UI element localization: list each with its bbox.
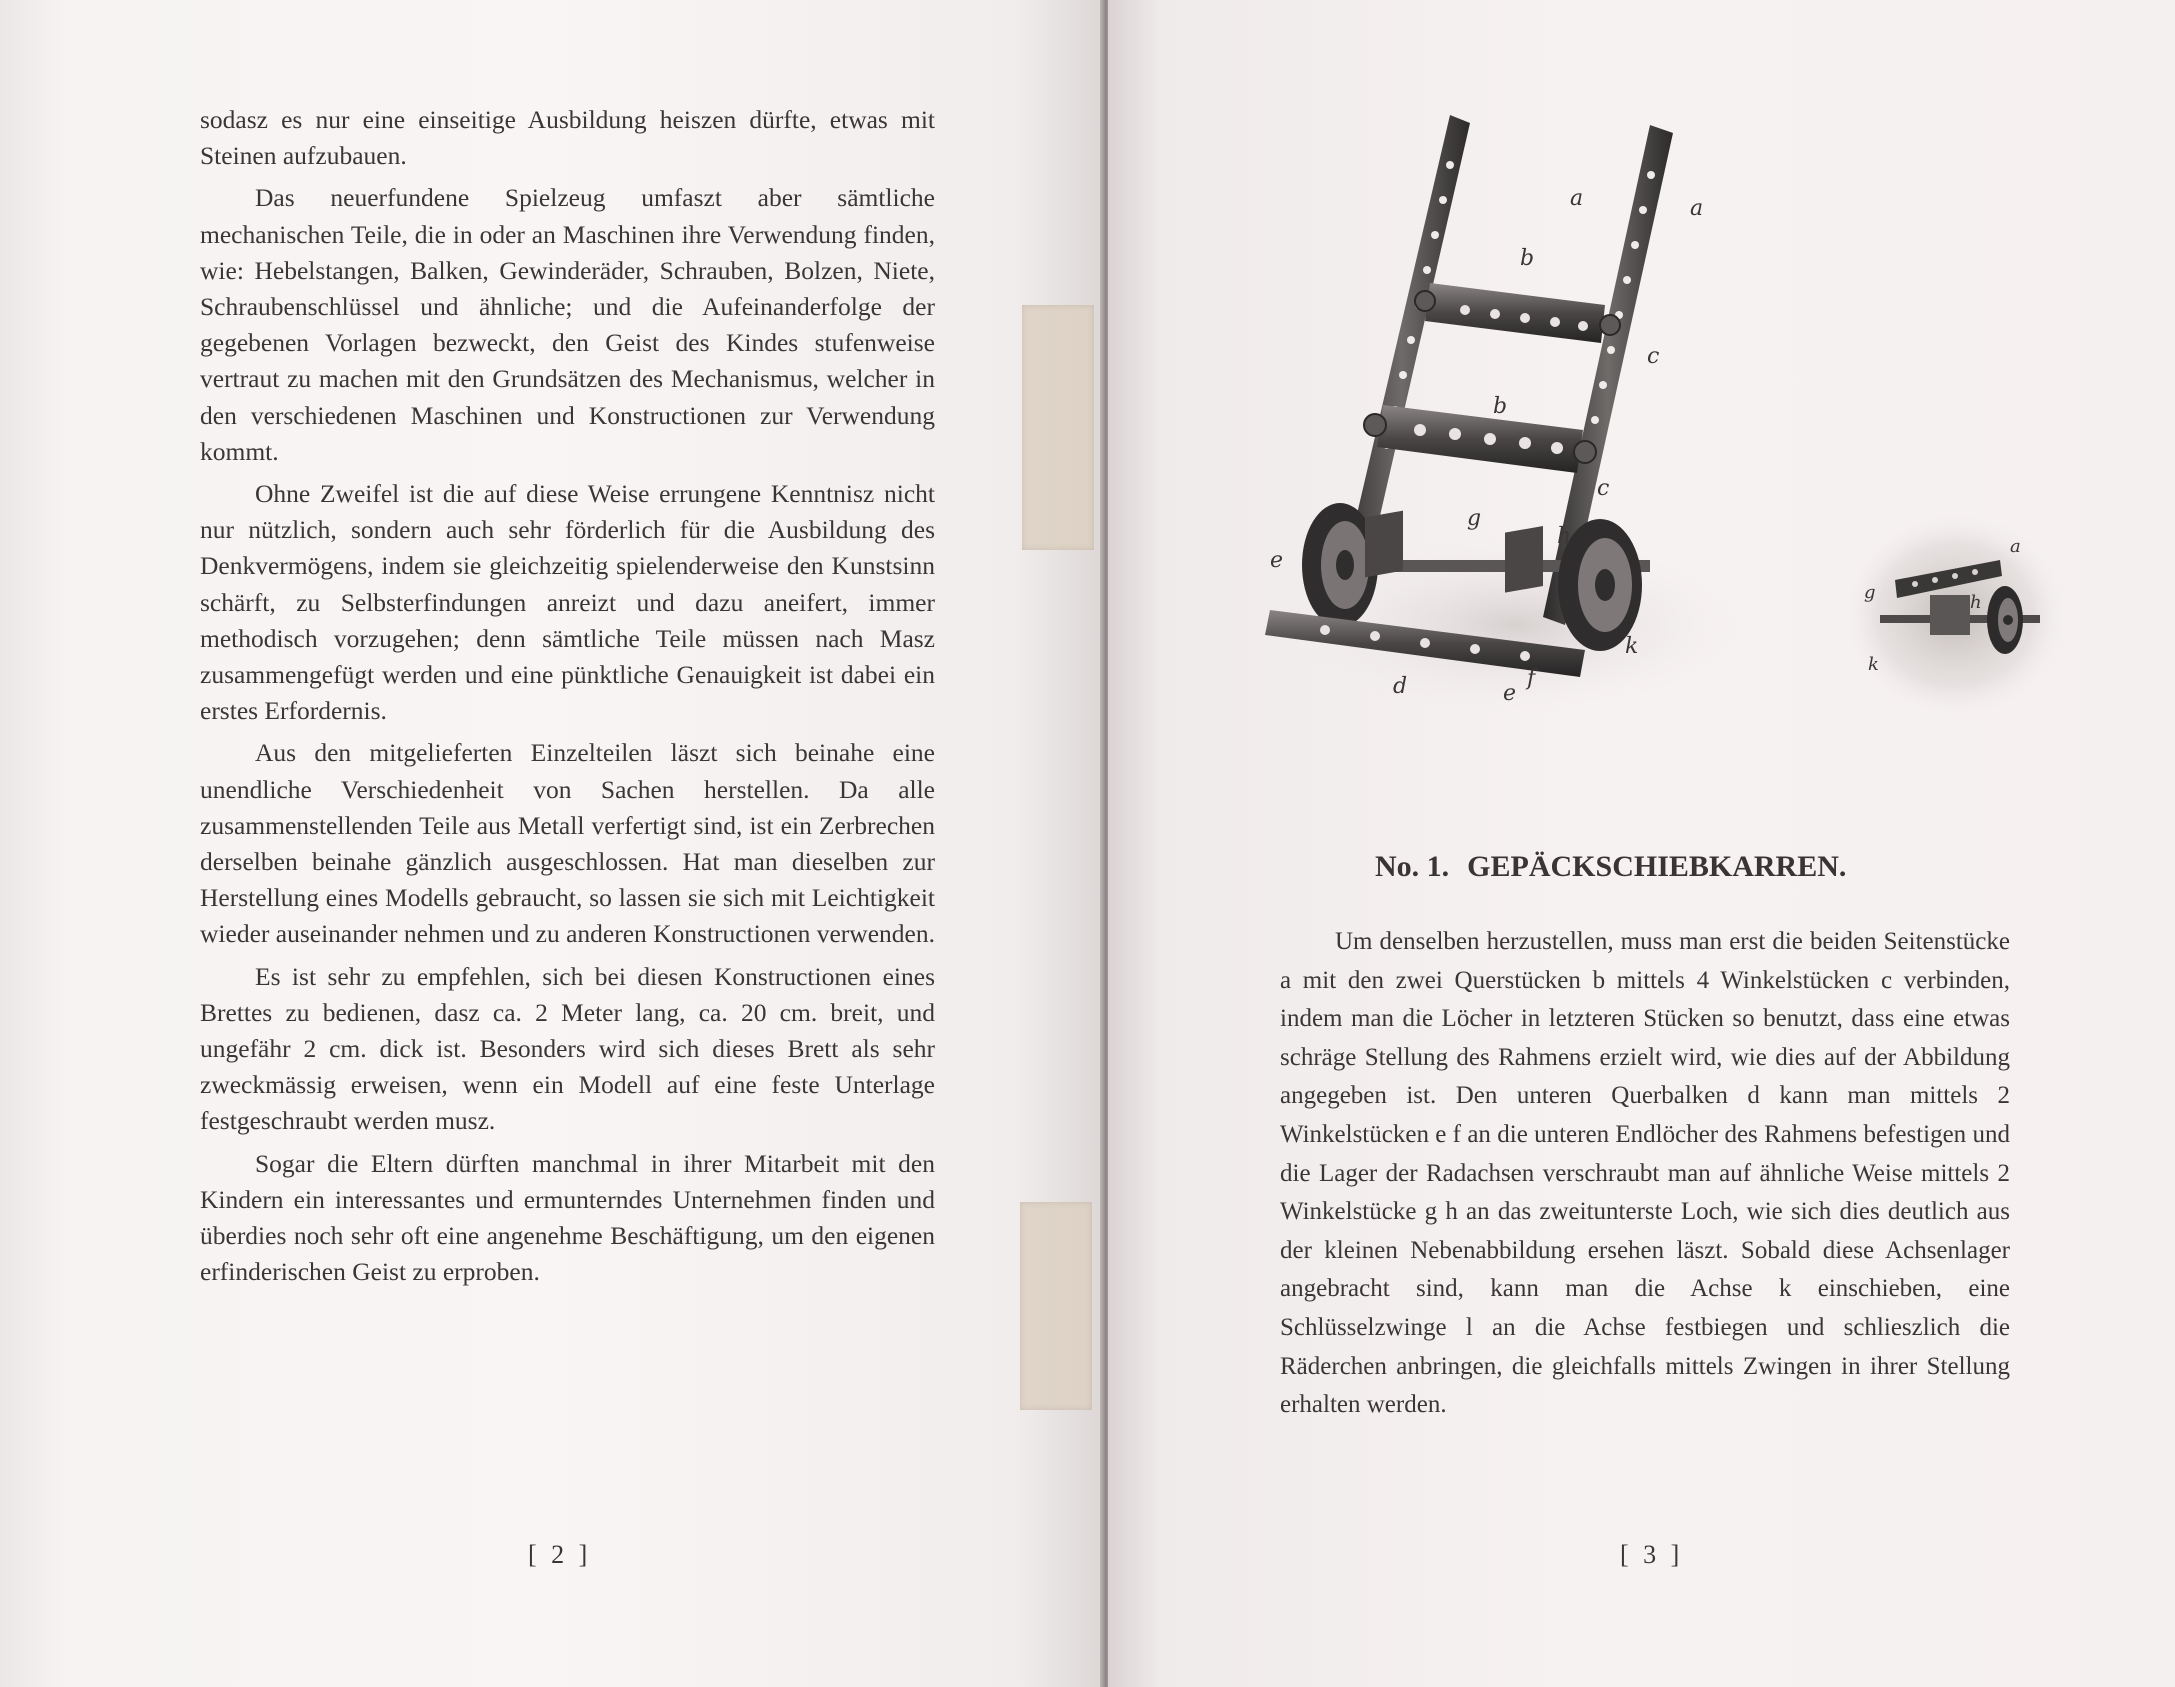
axle-bearing-detail-illustration [1840,510,2070,720]
heading-number: No. 1. [1375,850,1450,883]
paragraph-4: Aus den mitgelieferten Einzelteilen läszt sich beinahe eine unendliche Verschiedenheit von Sachen herstellen. Da alle zusammenstellenden Teile aus Metall verfertigt sind, ist ein Zerbrechen derselben beinahe gänzlich ausgeschlossen. Hat man dieselben zur Herstellung eines Modells gebraucht, so lassen sie sich mit Leichtigkeit wieder auseinander nehmen und zu anderen Konstructionen verwenden. [200,738,935,949]
label-b-lower: b [1493,394,1508,419]
label-e-left: e [1270,548,1284,573]
label-h: h [1557,524,1572,549]
paragraph-2: Das neuerfundene Spielzeug umfaszt aber sämtliche mechanischen Teile, die in oder an Maschinen ihre Verwendung finden, wie: Hebelstangen, Balken, Gewinderäder, Schrauben, Bolzen, Niete, Schraubenschlüssel und ähnliche; und die Aufeinanderfolge der gegebenen Vorlagen bezweckt, den Geist des Kindes stufenweise vertraut zu machen mit den Grundsätzen des Mechanismus, welcher in den verschiedenen Maschinen und Konstructionen zur Verwendung kommt. [200,183,935,466]
label-c-lower: c [1597,476,1610,501]
barrow-illustration [1265,105,1745,715]
paragraph-1: sodasz es nur eine einseitige Ausbildung heiszen dürfte, etwas mit Steinen aufzubauen. [200,105,935,171]
tape-strip-lower [1020,1202,1092,1410]
label-k: k [1625,634,1639,659]
label-g: g [1467,506,1482,531]
model-heading [1375,850,1975,884]
paragraph-6: Sogar die Eltern dürften manchmal in ihrer Mitarbeit mit den Kindern ein interessantes und ermunterndes Unternehmen finden und überdies noch sehr oft eine angenehme Beschäftigung, um den eigenen erfinderischen Geist zu erproben. [200,1148,935,1287]
instructions-paragraph: Um denselben herzustellen, muss man erst die beiden Seitenstücke a mit den zwei Querstücken b mittels 4 Winkelstücken c verbinden, indem man die Löcher in letzteren Stücken so benutzt, dass eine etwas schräge Stellung des Rahmens erzielt wird, wie dies auf der Abbildung angegeben ist. Den unteren Querbalken d kann man mittels 2 Winkelstücken e f an die unteren Endlöcher des Rahmens befestigen und die Lager der Radachsen verschraubt man auf ähnliche Weise mittels 2 Winkelstücke g h an das zweitunterste Loch, wie sich dies deutlich aus der kleinen Nebenabbildung ersehen läszt. Sobald diese Achsenlager angebracht sind, kann man die Achse k einschieben, eine Schlüsselzwinge l an die Achse festbiegen und schlieszlich die Räderchen anbringen, die gleichfalls mittels Zwingen in ihrer Stellung erhalten werden. [1280,928,2010,1419]
small-label-h: h [1970,592,1982,613]
small-label-k: k [1868,654,1879,675]
small-label-a: a [2010,536,2021,557]
label-b-upper: b [1520,246,1535,271]
label-a-left: a [1570,186,1584,211]
left-page-text [200,102,935,1291]
paragraph-3: Ohne Zweifel ist die auf diese Weise errungene Kenntnisz nicht nur nützlich, sondern auch sehr förderlich für die Ausbildung des Denkvermögens, indem sie gleichzeitig spielenderweise den Kunstsinn schärft, zu Selbsterfindungen anreizt und dazu aneifert, immer methodisch vorzugehen; denn sämtliche Teile müssen nach Masz zusammengefügt werden und eine pünktliche Genauigkeit ist dabei ein erstes Erfordernis. [200,479,935,726]
tape-strip-upper [1022,305,1094,550]
label-f: f [1527,666,1536,691]
label-c-upper: c [1647,344,1660,369]
label-d: d [1393,674,1408,699]
page-number-left: [ 2 ] [528,1540,592,1569]
small-label-g: g [1864,582,1876,603]
right-page-text [1280,923,2010,1425]
label-e-right: e [1503,681,1517,706]
label-a-right: a [1690,196,1704,221]
heading-title: GEPÄCKSCHIEBKARREN. [1467,850,1847,883]
paragraph-5: Es ist sehr zu empfehlen, sich bei diesen Konstructionen eines Brettes zu bedienen, dasz ca. 2 Meter lang, ca. 20 cm. breit, und ungefähr 2 cm. dick ist. Besonders wird sich dieses Brett als sehr zweckmässig erweisen, wenn ein Modell auf eine feste Unterlage festgeschraubt werden musz. [200,961,935,1136]
page-number-right: [ 3 ] [1620,1540,1684,1569]
